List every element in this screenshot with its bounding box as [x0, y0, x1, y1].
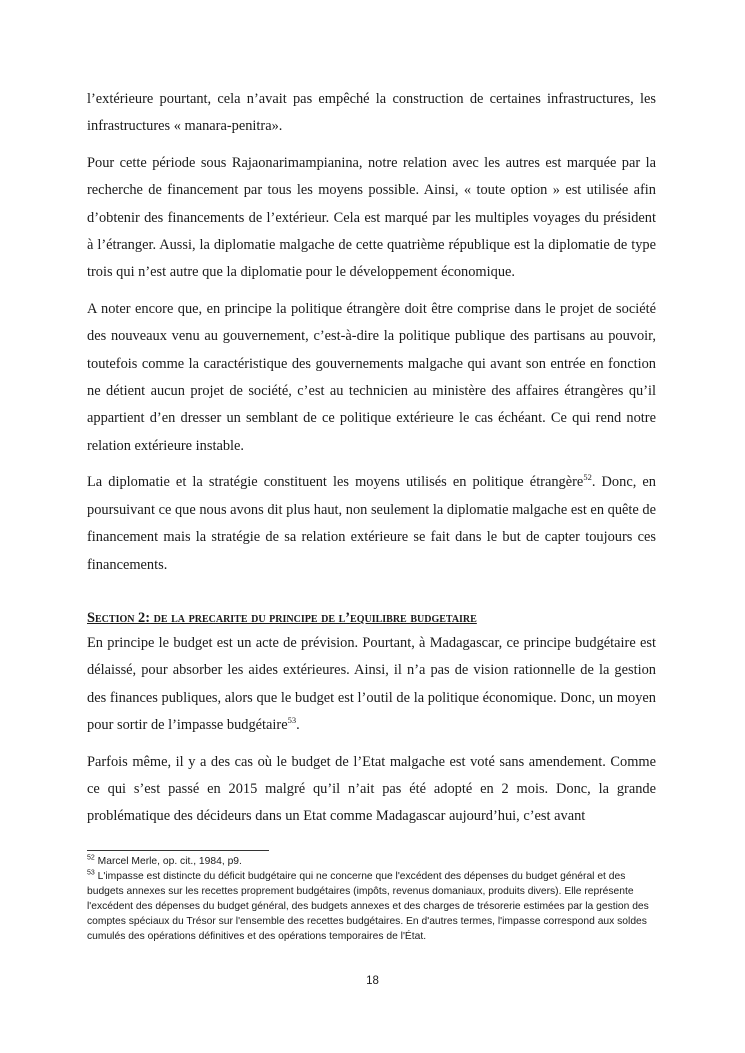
footnote-ref-52[interactable]: 52	[583, 472, 592, 483]
footnote-53	[87, 870, 659, 945]
paragraph: l’extérieure pourtant, cela n’avait pas empêché la construction de certaines infrastructures, les infrastructures « manara-penitra».	[87, 91, 656, 135]
paragraph-with-footnote-52	[87, 469, 656, 579]
footnotes	[87, 855, 659, 944]
section-heading	[87, 606, 656, 630]
body-text	[87, 86, 656, 840]
paragraph-with-footnote-53	[87, 630, 656, 740]
footnote-ref-53[interactable]: 53	[287, 715, 297, 726]
page-number: 18	[366, 975, 379, 987]
paragraph: Parfois même, il y a des cas où le budget de l’Etat malgache est voté sans amendement. Comme ce qui s’est passé en 2015 malgré qu’il n’ait pas été adopté en 2 mois. Donc, la grande problématique des décideurs dans un Etat comme Madagascar aujourd’hui, c’est avant	[87, 753, 656, 825]
footnote-separator	[87, 850, 269, 851]
paragraph-text: La diplomatie et la stratégie constituent les moyens utilisés en politique étrangère	[87, 474, 584, 491]
paragraph: Pour cette période sous Rajaonarimampianina, notre relation avec les autres est marquée par la recherche de financement par tous les moyens possible. Ainsi, « toute option » est utilisée afin d’obtenir des financements de l’extérieur. Cela est marqué par les multiples voyages du président à l’étranger. Aussi, la diplomatie malgache de cette quatrième république est la diplomatie de type trois qui n’est autre que la diplomatie pour le développement économique.	[87, 154, 656, 281]
footnote-text: L'impasse est distincte du déficit budgétaire qui ne concerne que l'excédent des dépenses du budget général et des budgets annexes sur les recettes proprement budgétaires (impôts, revenus domaniaux, produits divers). Elle représente l'excédent des dépenses du budget général, des budgets annexes et des charges de trésorerie estimées par la gestion des comptes spéciaux du Trésor sur l'ensemble des recettes budgétaires. En d'autres termes, l'impasse correspond aux soldes cumulés des opérations définitives et des opérations temporaires de l'État.	[87, 870, 649, 942]
paragraph-text: En principe le budget est un acte de prévision. Pourtant, à Madagascar, ce principe budgétaire est délaissé, pour absorber les aides extérieures. Ainsi, il n’a pas de vision rationnelle de la gestion des finances publiques, alors que le budget est l’outil de la politique économique. Donc, un moyen pour sortir de l’impasse budgétaire	[87, 634, 656, 734]
paragraph-text: . Donc, en poursuivant ce que nous avons dit plus haut, non seulement la diplomatie malgache est en quête de financement mais la stratégie de sa relation extérieure se fait dans le but de capter toujours ces financements.	[87, 474, 656, 573]
footnote-number: 52	[87, 854, 95, 862]
section-spacer	[87, 588, 656, 606]
section-label: Section 2:	[87, 609, 151, 626]
paragraph: A noter encore que, en principe la politique étrangère doit être comprise dans le projet de société des nouveaux venu au gouvernement, c’est-à-dire la politique publique des partisans au pouvoir, toutefois comme la caractéristique des gouvernements malgache qui avant son entrée en fonction ne détient aucun projet de société, c’est au technicien au ministère des affaires étrangères qu’il appartient d’en dresser un semblant de ce politique extérieure le cas échéant. Ce qui rend notre relation extérieure instable.	[87, 300, 656, 454]
paragraph-text: .	[296, 717, 300, 734]
footnote-number: 53	[87, 869, 95, 877]
footnote-text: Marcel Merle, op. cit., 1984, p9.	[94, 856, 242, 867]
footnote-52	[87, 855, 659, 870]
section-title: de la precarite du principe de l’equilibre budgetaire	[150, 609, 477, 626]
